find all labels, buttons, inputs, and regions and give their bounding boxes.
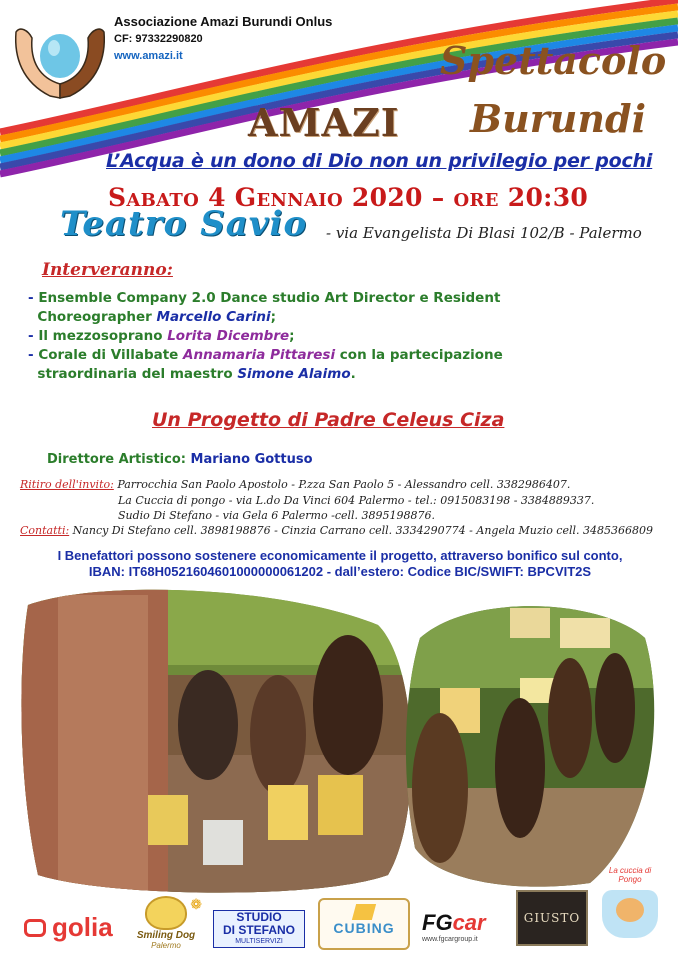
performer-name: Marcello Carini bbox=[156, 309, 271, 325]
iban: IBAN: IT68H0521604601000000061202 - dall’estero: Codice BIC/SWIFT: BPCVIT2S bbox=[88, 564, 592, 579]
performers-heading: Interveranno: bbox=[42, 260, 173, 280]
contacts-info: Contatti: Nancy Di Stefano cell. 3898198876 - Cinzia Carrano cell. 3334290774 - Angela Muzio cell. 3485366809 bbox=[20, 524, 653, 537]
photo-children-with-jerrycans bbox=[400, 598, 662, 890]
venue-address: - via Evangelista Di Blasi 102/B - Palermo bbox=[326, 224, 642, 242]
show-title-spettacolo: Spettacolo bbox=[440, 38, 667, 83]
paw-icon: ❁ bbox=[190, 896, 202, 912]
invite-info: Ritiro dell'invito: Parrocchia San Paolo Apostolo - P.zza San Paolo 5 - Alessandro cell. 3382986407. bbox=[20, 478, 571, 491]
org-website-link[interactable]: www.amazi.it bbox=[114, 50, 183, 62]
sponsor-cubing: CUBING bbox=[318, 898, 410, 950]
sponsor-cuccia-di-pongo: La cuccia di Pongo bbox=[597, 866, 663, 938]
performer-name: Simone Alaimo bbox=[237, 366, 351, 382]
invite-line: La Cuccia di pongo - via L.do Da Vinci 604 Palermo - tel.: 0915083198 - 3384889337. bbox=[118, 494, 595, 507]
contacts-label: Contatti: bbox=[20, 524, 70, 537]
photo-children-fetching-water bbox=[18, 585, 420, 897]
venue-name: Teatro Savio bbox=[60, 204, 308, 244]
org-cf: CF: 97332290820 bbox=[114, 33, 203, 45]
show-title-amazi: AMAZI bbox=[248, 100, 400, 145]
performer-name: Annamaria Pittaresi bbox=[183, 347, 336, 363]
dog-icon bbox=[145, 896, 187, 930]
list-item: - Il mezzosoprano Lorita Dicembre; bbox=[28, 328, 295, 344]
list-item: - Corale di Villabate Annamaria Pittaresi con la partecipazione bbox=[28, 347, 503, 363]
event-date: Sabato 4 Gennaio 2020 – ore 20:30 bbox=[108, 183, 589, 212]
sponsor-smiling-dog: Smiling Dog Palermo ❁ bbox=[136, 896, 202, 950]
project-title: Un Progetto di Padre Celeus Ciza bbox=[152, 409, 505, 431]
slogan: L’Acqua è un dono di Dio non un privilegio per pochi bbox=[106, 150, 653, 172]
golia-icon bbox=[24, 919, 46, 937]
show-title-burundi: Burundi bbox=[470, 96, 647, 141]
benefactors-info: I Benefattori possono sostenere economicamente il progetto, attraverso bonifico sul conto, IBAN: IT68H0521604601000000061202 - dall’estero: Codice BIC/SWIFT: BPCVIT2S bbox=[20, 548, 660, 580]
cube-icon bbox=[352, 904, 376, 920]
org-name: Associazione Amazi Burundi Onlus bbox=[114, 14, 333, 29]
hands-water-logo bbox=[10, 12, 110, 100]
sponsor-studio-di-stefano: STUDIO DI STEFANO MULTISERVIZI bbox=[213, 910, 305, 948]
performers-list bbox=[28, 289, 628, 384]
invite-label: Ritiro dell'invito: bbox=[20, 478, 114, 491]
performer-name: Lorita Dicembre bbox=[167, 328, 290, 344]
list-item: Choreographer Marcello Carini; bbox=[37, 309, 277, 325]
sponsor-golia: golia bbox=[24, 912, 113, 943]
dog-bath-icon bbox=[602, 890, 658, 938]
artistic-director: Direttore Artistico: Mariano Gottuso bbox=[47, 452, 313, 467]
invite-line: Sudio Di Stefano - via Gela 6 Palermo -cell. 3895198876. bbox=[118, 509, 435, 522]
sponsor-giusto: GIUSTO bbox=[516, 890, 588, 946]
list-item: - Ensemble Company 2.0 Dance studio Art Director e Resident bbox=[28, 290, 501, 306]
list-item: straordinaria del maestro Simone Alaimo. bbox=[37, 366, 356, 382]
sponsor-fgcar: FGcar www.fgcargroup.it bbox=[422, 910, 486, 943]
